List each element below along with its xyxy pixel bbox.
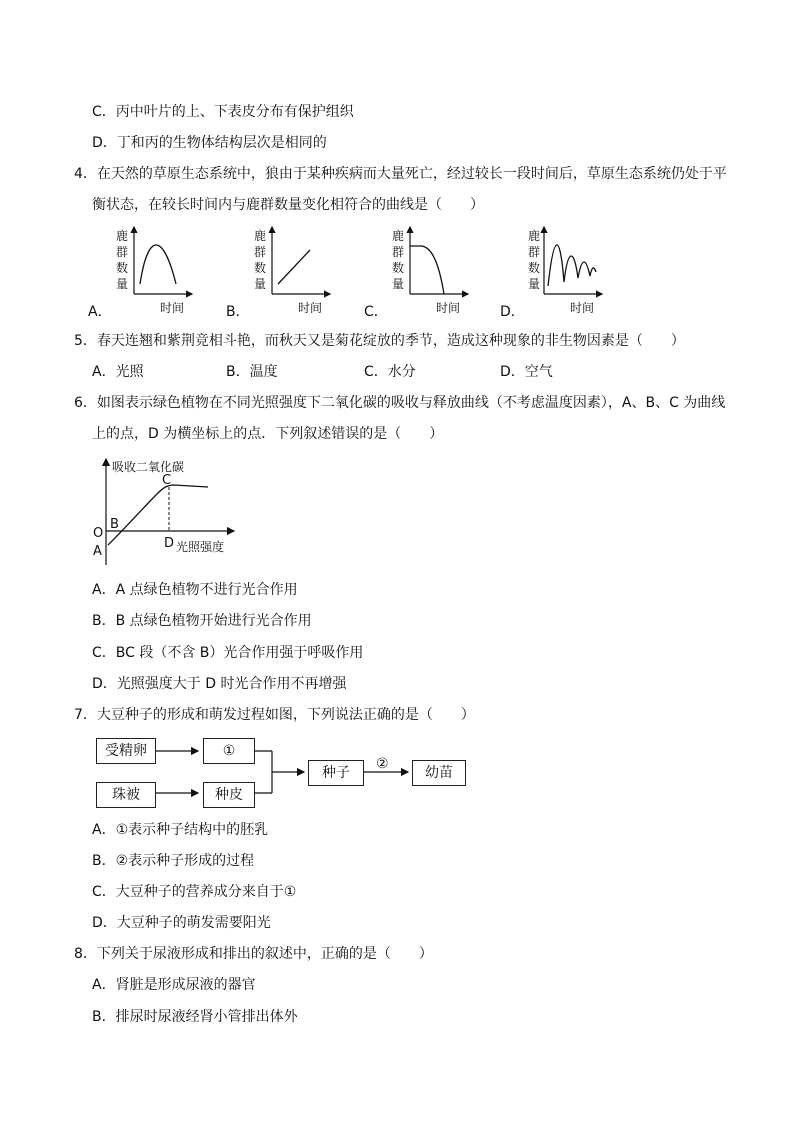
graph-d-xlabel: 时间 (570, 301, 595, 315)
q7-diagram (92, 738, 472, 808)
q4-graph-svg (88, 222, 728, 322)
q4-option-c-label: C． (364, 304, 388, 320)
q6-point-b: B (110, 517, 119, 532)
q7-box-seed-coat: 种皮 (203, 782, 255, 808)
graph-b-ylabel-1: 鹿 (254, 229, 267, 243)
graph-b-curve (278, 250, 310, 284)
graph-a-ylabel-2: 群 (116, 245, 129, 259)
q6-option-a: A．A 点绿色植物不进行光合作用 (92, 582, 298, 598)
graph-c-ylabel-2: 群 (392, 245, 405, 259)
q6-option-d: D．光照强度大于 D 时光合作用不再增强 (92, 676, 347, 692)
q6-curve (108, 485, 208, 545)
q4-graph-a (116, 227, 192, 315)
q3-option-d: D．丁和丙的生物体结构层次是相同的 (92, 135, 327, 151)
graph-a-curve (140, 245, 176, 284)
q7-option-a: A．①表示种子结构中的胚乳 (92, 822, 269, 838)
q6-option-b: B．B 点绿色植物开始进行光合作用 (92, 613, 312, 629)
graph-c-xlabel: 时间 (436, 301, 461, 315)
q8-stem: 8．下列关于尿液形成和排出的叙述中，正确的是（ ） (74, 946, 433, 962)
q4-graph-c (392, 227, 468, 315)
graph-a-ylabel-1: 鹿 (116, 229, 129, 243)
graph-d-ylabel-2: 群 (528, 245, 541, 259)
graph-c-ylabel-3: 数 (392, 261, 405, 275)
graph-b-xlabel: 时间 (298, 301, 323, 315)
graph-b-ylabel-4: 量 (254, 277, 267, 291)
graph-a-ylabel-4: 量 (116, 277, 129, 291)
q3-option-c: C．丙中叶片的上、下表皮分布有保护组织 (92, 104, 354, 120)
q5-option-c: C．水分 (364, 364, 416, 380)
q4-option-a-label: A． (88, 304, 112, 320)
q6-xlabel: 光照强度 (176, 540, 225, 554)
graph-d-curve (548, 245, 596, 286)
q5-stem: 5．春天连翘和紫荆竞相斗艳，而秋天又是菊花绽放的季节，造成这种现象的非生物因素是（ ） (74, 333, 685, 349)
graph-b-ylabel-2: 群 (254, 245, 267, 259)
q6-origin-o: O (93, 526, 104, 541)
q4-option-d-label: D． (500, 304, 525, 320)
q5-option-d: D．空气 (500, 364, 553, 380)
q6-option-c: C．BC 段（不含 B）光合作用强于呼吸作用 (92, 645, 364, 661)
graph-b-ylabel-3: 数 (254, 261, 267, 275)
q7-box-fertilized-egg: 受精卵 (96, 738, 156, 764)
q6-chart (88, 455, 258, 570)
q7-box-circle-1: ① (203, 738, 255, 764)
q6-chart-svg (88, 455, 258, 570)
q6-point-c: C (162, 473, 172, 488)
graph-c-ylabel-4: 量 (392, 277, 405, 291)
q4-graph-d (528, 227, 602, 315)
graph-a-xlabel: 时间 (160, 301, 185, 315)
q7-circle-2: ② (376, 756, 389, 772)
q6-ylabel: 吸收二氧化碳 (112, 460, 185, 474)
q6-point-d: D (164, 536, 175, 551)
q7-option-b: B．②表示种子形成的过程 (92, 853, 255, 869)
graph-d-ylabel-4: 量 (528, 277, 541, 291)
q6-stem-line2: 上的点，D 为横坐标上的点．下列叙述错误的是（ ） (92, 426, 444, 442)
q4-stem-line2: 衡状态，在较长时间内与鹿群数量变化相符合的曲线是（ ） (92, 197, 484, 213)
q6-stem-line1: 6．如图表示绿色植物在不同光照强度下二氧化碳的吸收与释放曲线（不考虑温度因素），A、B、C 为曲线 (74, 395, 726, 411)
q5-option-a: A．光照 (92, 364, 144, 380)
q4-graphs (88, 222, 728, 322)
graph-c-ylabel-1: 鹿 (392, 229, 405, 243)
graph-c-curve (410, 246, 444, 294)
q4-stem-line1: 4．在天然的草原生态系统中，狼由于某种疾病而大量死亡，经过较长一段时间后，草原生态系统仍处于平 (74, 166, 727, 182)
graph-a-ylabel-3: 数 (116, 261, 129, 275)
q7-option-d: D．大豆种子的萌发需要阳光 (92, 915, 271, 931)
q8-option-a: A．肾脏是形成尿液的器官 (92, 977, 256, 993)
graph-d-ylabel-3: 数 (528, 261, 541, 275)
q7-box-ovule-integument: 珠被 (96, 782, 156, 808)
graph-d-ylabel-1: 鹿 (528, 229, 541, 243)
q7-stem: 7．大豆种子的形成和萌发过程如图，下列说法正确的是（ ） (74, 707, 475, 723)
q6-point-a: A (93, 544, 102, 559)
q7-box-seed: 种子 (308, 760, 364, 786)
q8-option-b: B．排尿时尿液经肾小管排出体外 (92, 1009, 298, 1025)
q5-option-b: B．温度 (226, 364, 278, 380)
q4-option-b-label: B． (226, 304, 250, 320)
q7-option-c: C．大豆种子的营养成分来自于① (92, 884, 297, 900)
q4-graph-b (254, 227, 330, 315)
q7-box-seedling: 幼苗 (412, 760, 466, 786)
